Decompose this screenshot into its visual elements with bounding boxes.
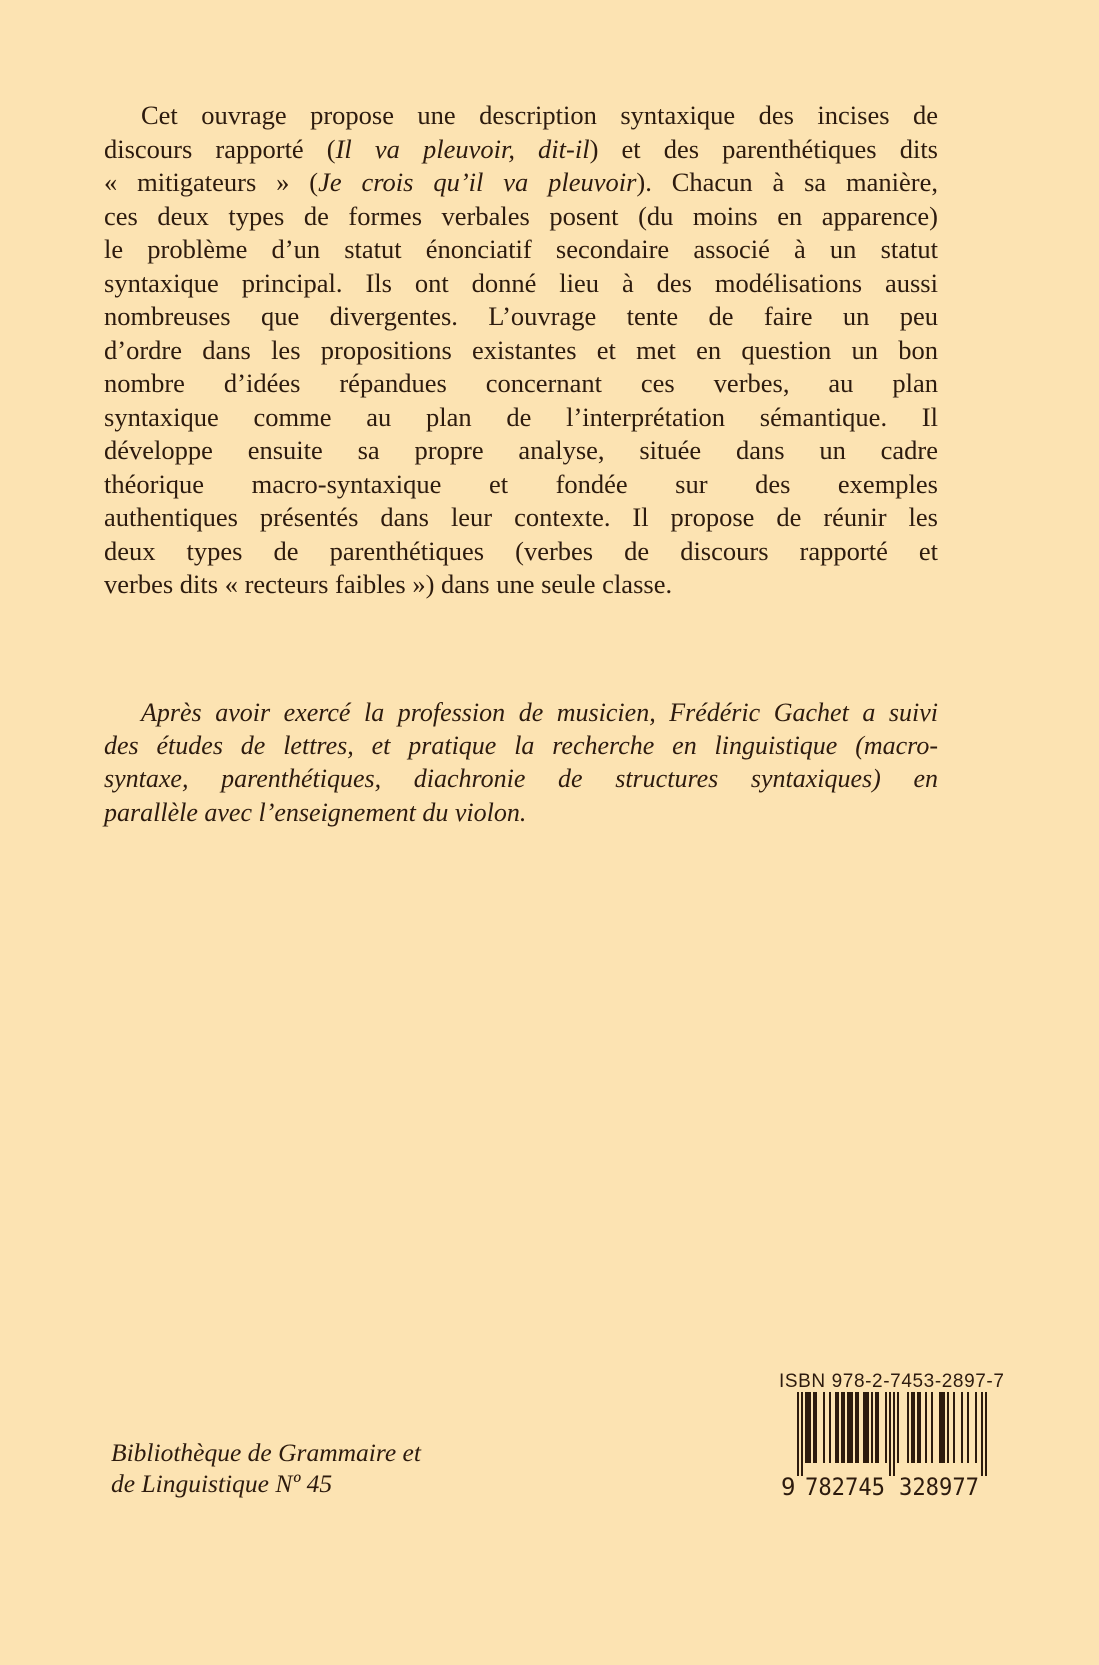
text-line: authentiques présentés dans leur contexte. Il propose de réunir les [104, 502, 938, 532]
barcode-bar [919, 1392, 921, 1463]
barcode-bar [931, 1392, 933, 1463]
barcode-bar [871, 1392, 873, 1463]
text-line: Cet ouvrage propose une description syntaxique des incises de [141, 100, 938, 130]
barcode-bar [805, 1392, 807, 1463]
barcode-bar [829, 1392, 831, 1463]
text-line: le problème d’un statut énonciatif secondaire associé à un statut [104, 234, 938, 264]
text-line: deux types de parenthétiques (verbes de discours rapporté et [104, 535, 938, 566]
barcode-bar [953, 1392, 955, 1463]
barcode-bar [985, 1392, 987, 1476]
text-line: « mitigateurs » (Je crois qu’il va pleuvoir). Chacun à sa manière, [104, 167, 938, 197]
barcode-bar [855, 1392, 857, 1463]
barcode-bar [863, 1392, 865, 1463]
barcode-bar [981, 1392, 983, 1476]
barcode-bar [851, 1392, 853, 1463]
barcode-bar [807, 1392, 809, 1463]
barcode-bar [797, 1392, 799, 1476]
text-line: syntaxe, parenthétiques, diachronie de structures syntaxiques) en [104, 764, 938, 794]
text-line: nombreuses que divergentes. L’ouvrage tente de faire un peu [104, 301, 938, 331]
barcode-bar [911, 1392, 913, 1463]
text-line: d’ordre dans les propositions existantes et met en question un bon [104, 334, 938, 365]
barcode-digits-right: 328977 [899, 1473, 979, 1498]
text-line: verbes dits « recteurs faibles ») dans une seule classe. [104, 569, 673, 599]
barcode-bar [975, 1392, 977, 1463]
text-line: théorique macro-syntaxique et fondée sur des exemples [104, 468, 938, 499]
barcode-bar [867, 1392, 869, 1463]
author-bio-paragraph [104, 696, 938, 829]
barcode-bar [877, 1392, 879, 1463]
barcode-bar [889, 1392, 891, 1476]
barcode-bar [943, 1392, 945, 1463]
barcode-bar [893, 1392, 895, 1476]
barcode-bar [907, 1392, 909, 1463]
barcode-bar [947, 1392, 949, 1463]
barcode-leading-digit: 9 [781, 1473, 796, 1498]
barcode-bar [857, 1392, 859, 1463]
synopsis-paragraph [104, 99, 938, 602]
barcode-bar [939, 1392, 941, 1463]
text-line: développe ensuite sa propre analyse, située dans un cadre [104, 435, 938, 465]
barcode-bar [967, 1392, 969, 1463]
barcode-bar [917, 1392, 919, 1463]
barcode-bar [875, 1392, 877, 1463]
series-imprint-line1: Bibliothèque de Grammaire et [111, 1438, 421, 1467]
barcode-bar [813, 1392, 815, 1463]
barcode-bar [801, 1392, 803, 1476]
text-line: parallèle avec l’enseignement du violon. [104, 797, 527, 827]
barcode-bar [961, 1392, 963, 1463]
barcode-bar [897, 1392, 899, 1463]
barcode-bar [815, 1392, 817, 1463]
isbn-number-label: ISBN 978-2-7453-2897-7 [779, 1371, 1005, 1392]
text-line: discours rapporté (Il va pleuvoir, dit-il) et des parenthétiques dits [104, 133, 938, 164]
text-line: des études de lettres, et pratique la recherche en linguistique (macro- [104, 731, 938, 761]
barcode-bar [823, 1392, 825, 1463]
barcode-bar [849, 1392, 851, 1463]
series-imprint [111, 1437, 421, 1499]
text-line: nombre d’idées répandues concernant ces verbes, au plan [104, 368, 938, 398]
barcode-bar [925, 1392, 927, 1463]
text-line: syntaxique comme au plan de l’interprétation sémantique. Il [104, 401, 938, 432]
barcode-bar [847, 1392, 849, 1463]
barcode-bar [809, 1392, 811, 1463]
text-line: Après avoir exercé la profession de musicien, Frédéric Gachet a suivi [141, 698, 938, 727]
barcode-bar [865, 1392, 867, 1463]
barcode-bar [885, 1392, 887, 1463]
text-line: ces deux types de formes verbales posent (du moins en apparence) [104, 200, 938, 231]
barcode-bar [941, 1392, 943, 1463]
barcode-bar [913, 1392, 915, 1463]
barcode-digits-left: 782745 [805, 1473, 885, 1498]
series-imprint-line2: de Linguistique Nº 45 [111, 1469, 333, 1498]
text-line: syntaxique principal. Ils ont donné lieu à des modélisations aussi [104, 267, 938, 298]
barcode-bar [835, 1392, 837, 1463]
barcode-bar [843, 1392, 845, 1463]
barcode-bar [837, 1392, 839, 1463]
ean13-barcode [779, 1392, 991, 1498]
barcode-bar [841, 1392, 843, 1463]
